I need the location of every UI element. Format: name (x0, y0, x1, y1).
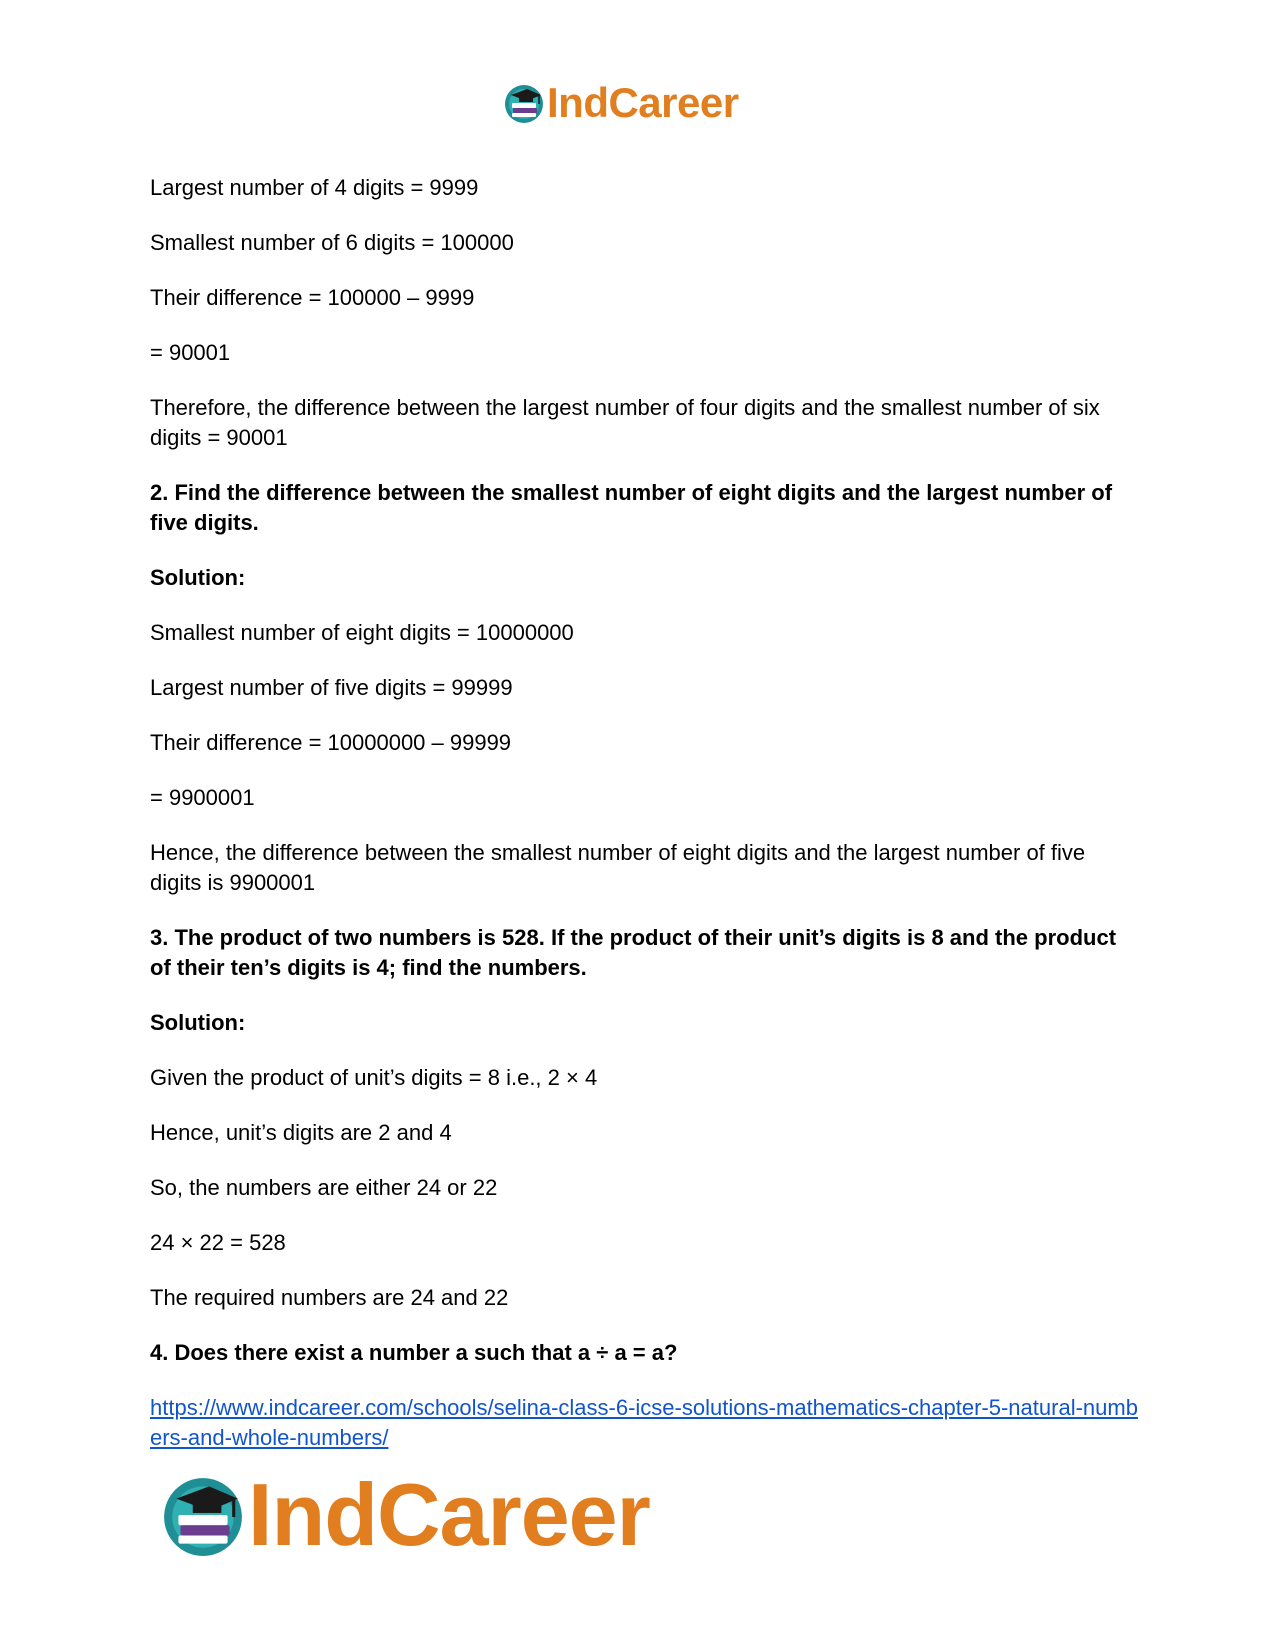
body-paragraph: = 9900001 (150, 785, 255, 810)
question-heading: 4. Does there exist a number a such that a ÷ a = a? (150, 1340, 678, 1365)
body-paragraph: Smallest number of 6 digits = 100000 (150, 230, 514, 255)
footer-logo-wordmark: IndCareer (248, 1465, 650, 1564)
body-paragraph: Largest number of 4 digits = 9999 (150, 175, 479, 200)
body-paragraph: = 90001 (150, 340, 231, 365)
body-paragraph: Hence, the difference between the smallest number of eight digits and the largest number of five digits is 9900001 (150, 840, 1086, 895)
body-paragraph: Smallest number of eight digits = 10000000 (150, 620, 574, 645)
body-paragraph: The required numbers are 24 and 22 (150, 1285, 509, 1310)
question-heading: Solution: (150, 565, 246, 590)
body-paragraph: Given the product of unit’s digits = 8 i.e., 2 × 4 (150, 1065, 598, 1090)
body-paragraph: Hence, unit’s digits are 2 and 4 (150, 1120, 452, 1145)
footer-logo (160, 1465, 650, 1564)
body-paragraph: Their difference = 100000 – 9999 (150, 285, 475, 310)
question-heading: 3. The product of two numbers is 528. If the product of their unit’s digits is 8 and the product of their ten’s digits is 4; find the numbers. (150, 925, 1117, 980)
document-body (150, 173, 1140, 1453)
question-heading: 2. Find the difference between the smallest number of eight digits and the largest number of five digits. (150, 480, 1113, 535)
body-paragraph: So, the numbers are either 24 or 22 (150, 1175, 498, 1200)
body-paragraph: Largest number of five digits = 99999 (150, 675, 513, 700)
body-paragraph: Their difference = 10000000 – 99999 (150, 730, 512, 755)
body-paragraph: 24 × 22 = 528 (150, 1230, 286, 1255)
header-logo (503, 80, 739, 126)
source-link[interactable]: https://www.indcareer.com/schools/selina-class-6-icse-solutions-mathematics-chapter-5-natural-numbers-and-whole-numbers/ (150, 1395, 1138, 1450)
graduation-cap-books-icon (503, 82, 545, 124)
question-heading: Solution: (150, 1010, 246, 1035)
body-paragraph: Therefore, the difference between the largest number of four digits and the smallest number of six digits = 90001 (150, 395, 1100, 450)
graduation-cap-books-icon (160, 1472, 246, 1558)
logo-wordmark: IndCareer (547, 79, 739, 126)
